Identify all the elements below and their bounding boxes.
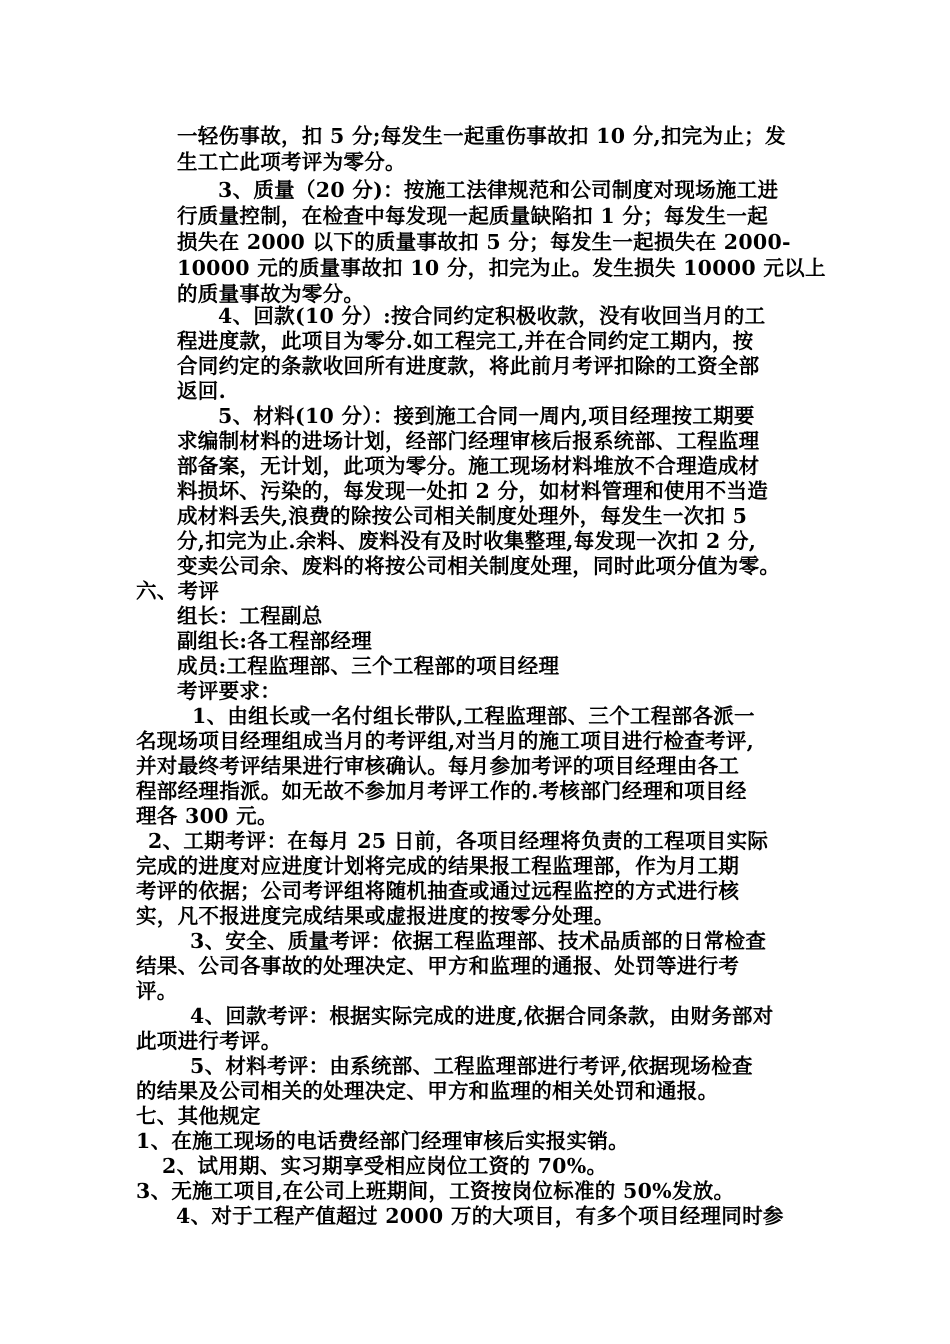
section-heading: 七、其他规定 xyxy=(136,1104,261,1128)
text-line: 4、对于工程产值超过 2000 万的大项目，有多个项目经理同时参 xyxy=(176,1204,784,1228)
text-line: 程进度款，此项目为零分.如工程完工,并在合同约定工期内，按 xyxy=(177,329,754,353)
text-line: 的结果及公司相关的处理决定、甲方和监理的相关处罚和通报。 xyxy=(136,1079,719,1103)
text-line: 2、工期考评：在每月 25 日前，各项目经理将负责的工程项目实际 xyxy=(148,829,769,853)
text-line: 部备案，无计划，此项为零分。施工现场材料堆放不合理造成材 xyxy=(177,454,760,478)
text-line: 行质量控制，在检查中每发现一起质量缺陷扣 1 分；每发生一起 xyxy=(177,204,769,228)
text-line: 程部经理指派。如无故不参加月考评工作的.考核部门经理和项目经 xyxy=(136,779,747,803)
text-line: 完成的进度对应进度计划将完成的结果报工程监理部，作为月工期 xyxy=(136,854,740,878)
text-line: 4、回款考评：根据实际完成的进度,依据合同条款，由财务部对 xyxy=(190,1004,774,1028)
text-line: 3、无施工项目,在公司上班期间，工资按岗位标准的 50%发放。 xyxy=(136,1179,735,1203)
text-line: 此项进行考评。 xyxy=(136,1029,282,1053)
text-line: 评。 xyxy=(136,979,178,1003)
text-line: 1、由组长或一名付组长带队,工程监理部、三个工程部各派一 xyxy=(192,704,755,728)
text-line: 变卖公司余、废料的将按公司相关制度处理，同时此项分值为零。 xyxy=(177,554,781,578)
text-line: 组长：工程副总 xyxy=(177,604,323,628)
text-line: 生工亡此项考评为零分。 xyxy=(177,150,406,174)
text-line: 分,扣完为止.余料、废料没有及时收集整理,每发现一次扣 2 分, xyxy=(177,529,757,553)
text-line: 3、安全、质量考评：依据工程监理部、技术品质部的日常检查 xyxy=(190,929,767,953)
text-line: 并对最终考评结果进行审核确认。每月参加考评的项目经理由各工 xyxy=(136,754,740,778)
text-line: 副组长:各工程部经理 xyxy=(177,629,373,653)
text-line: 返回. xyxy=(177,379,227,403)
text-line: 5、材料考评：由系统部、工程监理部进行考评,依据现场检查 xyxy=(190,1054,753,1078)
text-line: 考评要求： xyxy=(177,679,281,703)
text-line: 考评的依据；公司考评组将随机抽查或通过远程监控的方式进行核 xyxy=(136,879,740,903)
text-line: 1、在施工现场的电话费经部门经理审核后实报实销。 xyxy=(136,1129,629,1153)
text-line: 5、材料(10 分）：接到施工合同一周内,项目经理按工期要 xyxy=(218,404,755,428)
text-line: 的质量事故为零分。 xyxy=(177,282,365,306)
text-line: 损失在 2000 以下的质量事故扣 5 分；每发生一起损失在 2000- xyxy=(177,230,791,254)
text-line: 3、质量（20 分)：按施工法律规范和公司制度对现场施工进 xyxy=(218,178,779,202)
text-line: 一轻伤事故，扣 5 分;每发生一起重伤事故扣 10 分,扣完为止；发 xyxy=(177,124,786,148)
text-line: 4、回款(10 分）:按合同约定积极收款，没有收回当月的工 xyxy=(218,304,766,328)
text-line: 10000 元的质量事故扣 10 分，扣完为止。发生损失 10000 元以上 xyxy=(177,256,826,280)
text-line: 合同约定的条款收回所有进度款，将此前月考评扣除的工资全部 xyxy=(177,354,760,378)
text-line: 求编制材料的进场计划，经部门经理审核后报系统部、工程监理 xyxy=(177,429,760,453)
text-line: 结果、公司各事故的处理决定、甲方和监理的通报、处罚等进行考 xyxy=(136,954,740,978)
text-line: 实，凡不报进度完成结果或虚报进度的按零分处理。 xyxy=(136,904,615,928)
text-line: 料损坏、污染的，每发现一处扣 2 分，如材料管理和使用不当造 xyxy=(177,479,769,503)
text-line: 2、试用期、实习期享受相应岗位工资的 70%。 xyxy=(162,1154,608,1178)
text-line: 成员:工程监理部、三个工程部的项目经理 xyxy=(177,654,560,678)
section-heading: 六、考评 xyxy=(136,579,220,603)
text-line: 成材料丢失,浪费的除按公司相关制度处理外，每发生一次扣 5 xyxy=(177,504,748,528)
text-line: 理各 300 元。 xyxy=(136,804,278,828)
text-line: 名现场项目经理组成当月的考评组,对当月的施工项目进行检查考评, xyxy=(136,729,755,753)
